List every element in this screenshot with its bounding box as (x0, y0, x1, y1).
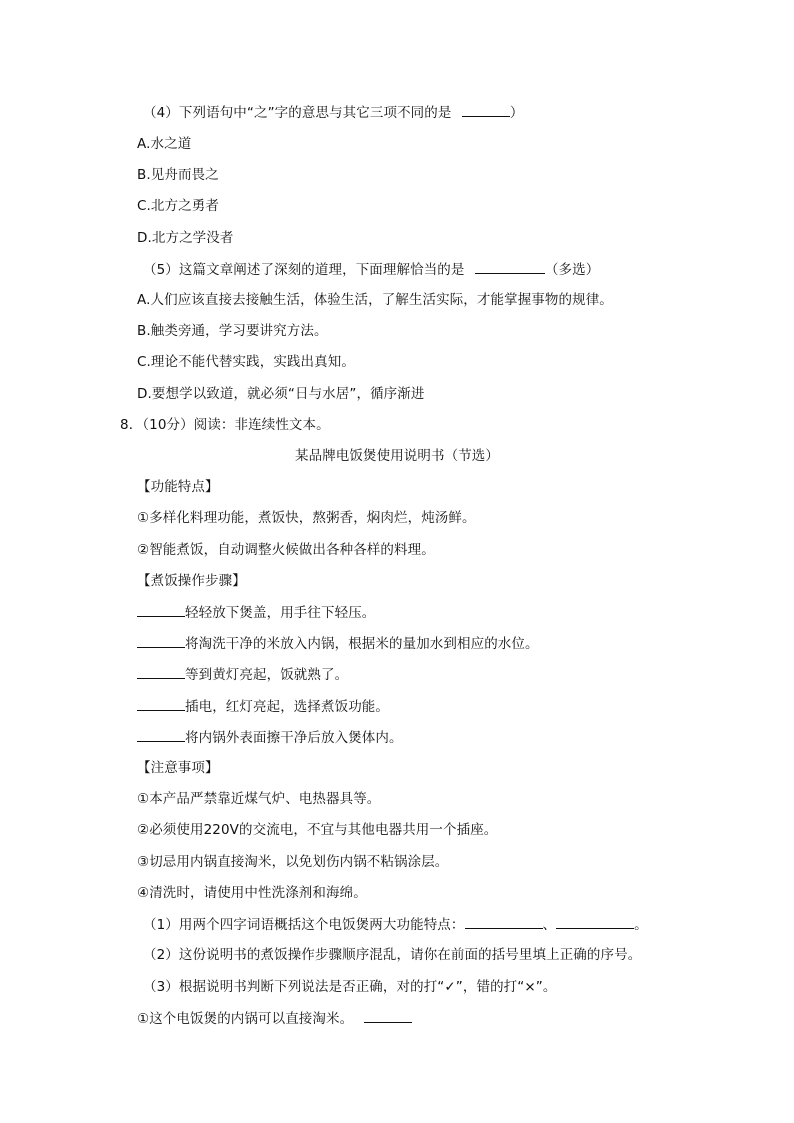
feature-item-1: ①多样化料理功能，煮饭快，熬粥香，焖肉烂，炖汤鲜。 (137, 510, 476, 526)
step-text-1: 轻轻放下煲盖，用手往下轻压。 (185, 605, 376, 621)
step-text-5: 将内锅外表面擦干净后放入煲体内。 (185, 730, 403, 746)
q4-option-d: D.北方之学没者 (137, 230, 234, 246)
features-heading: 【功能特点】 (137, 479, 219, 495)
q4-stem: （4）下列语句中“之”字的意思与其它三项不同的是 (143, 105, 452, 121)
step-text-3: 等到黄灯亮起，饭就熟了。 (185, 667, 349, 683)
judge-item-1 (137, 1008, 412, 1029)
feature-item-2: ②智能煮饭，自动调整火候做出各种各样的料理。 (137, 542, 435, 558)
note-item-1: ①本产品严禁靠近煤气炉、电热器具等。 (137, 791, 381, 807)
note-item-4: ④清洗时，请使用中性洗涤剂和海绵。 (137, 885, 367, 901)
q5-option-a: A.人们应该直接去接触生活，体验生活，了解生活实际，才能掌握事物的规律。 (137, 292, 613, 308)
sub1-blank-1[interactable] (465, 914, 543, 929)
q4-answer-blank[interactable] (462, 102, 510, 117)
sub1-end: 。 (634, 917, 648, 933)
judge1-text: ①这个电饭煲的内锅可以直接淘米。 (137, 1011, 354, 1027)
sub1-blank-2[interactable] (556, 914, 634, 929)
judge1-blank[interactable] (364, 1008, 412, 1023)
step-blank-2[interactable] (137, 633, 185, 648)
step-item-4 (137, 696, 389, 717)
step-item-1 (137, 602, 375, 623)
step-text-4: 插电，红灯亮起，选择煮饭功能。 (185, 699, 389, 715)
q5-option-b: B.触类旁通，学习要讲究方法。 (137, 323, 328, 339)
steps-heading: 【煮饭操作步骤】 (137, 573, 246, 589)
sub1-sep: 、 (542, 917, 557, 933)
step-blank-3[interactable] (137, 664, 185, 679)
notes-heading: 【注意事项】 (137, 760, 219, 776)
step-text-2: 将淘洗干净的米放入内锅，根据米的量加水到相应的水位。 (185, 636, 539, 652)
q5-stem-line (143, 259, 599, 280)
q5-answer-blank[interactable] (475, 259, 545, 274)
q8-header: 8．（10分）阅读：非连续性文本。 (120, 417, 330, 433)
sub-question-2: （2）这份说明书的煮饭操作步骤顺序混乱，请你在前面的括号里填上正确的序号。 (143, 947, 642, 963)
q4-option-b: B.见舟而畏之 (137, 167, 219, 183)
q8-title: 某品牌电饭煲使用说明书（节选） (295, 448, 499, 464)
q4-close: ） (509, 105, 524, 121)
sub-question-1 (143, 914, 648, 935)
q4-option-c: C.北方之勇者 (137, 198, 219, 214)
sub1-stem: （1）用两个四字词语概括这个电饭煲两大功能特点： (143, 917, 465, 933)
q5-option-c: C.理论不能代替实践，实践出真知。 (137, 354, 355, 370)
step-item-2 (137, 633, 539, 654)
q5-suffix: （多选） (544, 262, 600, 278)
step-blank-4[interactable] (137, 696, 185, 711)
q5-stem: （5）这篇文章阐述了深刻的道理，下面理解恰当的是 (143, 262, 465, 278)
step-blank-1[interactable] (137, 602, 185, 617)
step-item-3 (137, 664, 348, 685)
q4-option-a: A.水之道 (137, 136, 192, 152)
step-blank-5[interactable] (137, 727, 185, 742)
sub-question-3: （3）根据说明书判断下列说法是否正确，对的打“✓”，错的打“×”。 (143, 979, 557, 995)
note-item-3: ③切忌用内锅直接淘米，以免划伤内锅不粘锅涂层。 (137, 854, 449, 870)
q4-stem-line (143, 102, 524, 123)
q5-option-d: D.要想学以致道，就必须“日与水居”，循序渐进 (137, 386, 425, 402)
step-item-5 (137, 727, 403, 748)
note-item-2: ②必须使用220V的交流电，不宜与其他电器共用一个插座。 (137, 822, 498, 838)
